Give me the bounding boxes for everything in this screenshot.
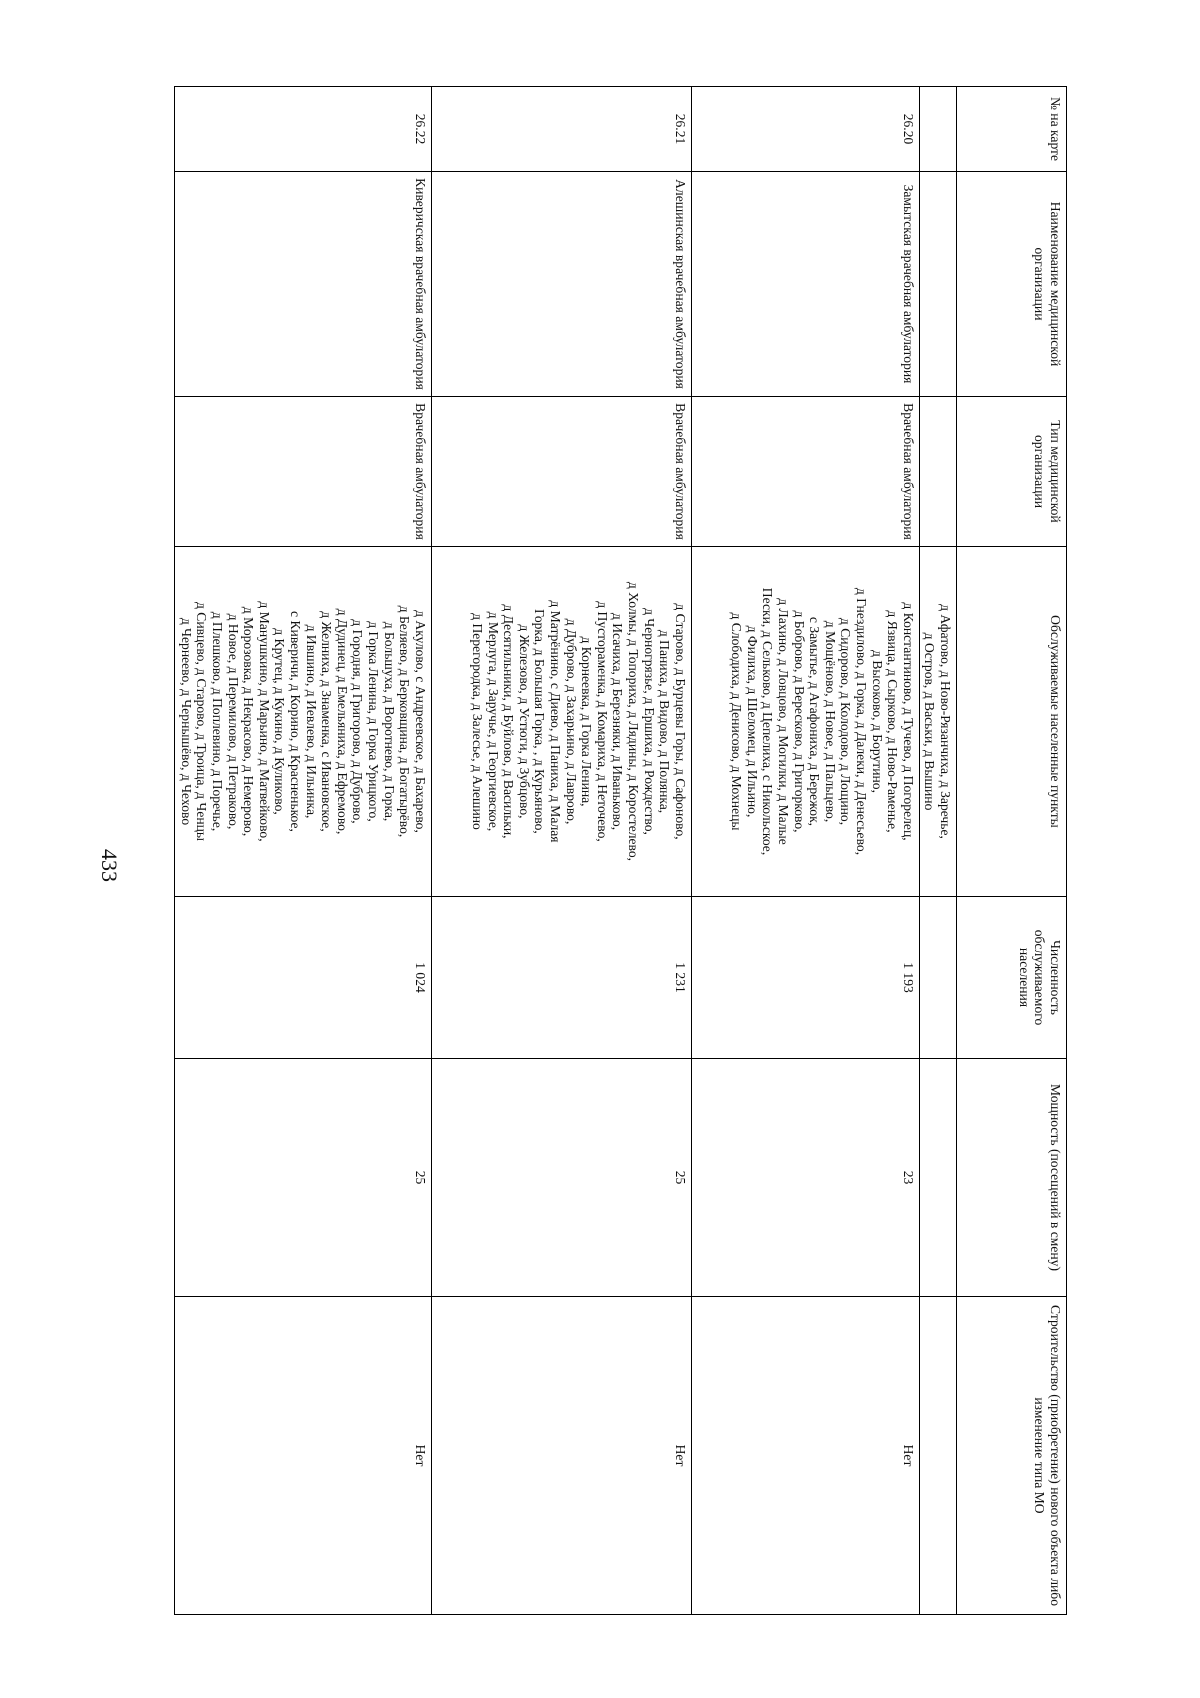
header-capacity: Мощность (посещений в смену): [957, 1059, 1067, 1297]
localities-cell: д Старово, д Бурцевы Горы, д Сафоново, д Паниха, д Видово, д Полянка, д Черногрязье, д Ершиха, д Рождество, д Холмы, д Топориха, д Лядины, д Коростелево, д Исачиха, д Березняки, д Иваньково, д Пустораменка, д Комариха, д Неточево, д Корнеевка, д Горка Ленина, д Дуброво, д Захарьино, д Лаврово, д Матрёнино, с Диево, д Паниха, д Малая Горка, д Большая Горка, , д Курьяново, д Железово, д Устюги, д Зубцово, д Десятильники, д Буйлово, д Васильки, д Мерлуга, д Заручье, д Георгиевское, д Перегородка, д Залесье, д Алешино: [431, 547, 691, 897]
organization-type-cell: Врачебная амбулатория: [431, 397, 691, 547]
facilities-table: [174, 86, 1067, 1615]
header-row: [957, 87, 1067, 1615]
map-number-cell: 26.20: [691, 87, 919, 172]
header-construction: Строительство (приобретение) нового объекта либо изменение типа МО: [957, 1297, 1067, 1615]
table-row: [691, 87, 919, 1615]
organization-type-cell: Врачебная амбулатория: [691, 397, 919, 547]
population-cell: 1 024: [174, 897, 431, 1059]
page-number: 433: [97, 849, 122, 882]
cont-empty-cell: [919, 87, 956, 172]
map-number-cell: 26.22: [174, 87, 431, 172]
construction-cell: Нет: [431, 1297, 691, 1615]
organization-name-cell: Киверичская врачебная амбулатория: [174, 172, 431, 397]
capacity-cell: 25: [431, 1059, 691, 1297]
organization-name-cell: Замытская врачебная амбулатория: [691, 172, 919, 397]
header-population: Численность обслуживаемого населения: [957, 897, 1067, 1059]
rotated-table-wrapper: [179, 86, 1067, 1614]
population-cell: 1 193: [691, 897, 919, 1059]
cont-localities-cell: д Афатово, д Ново-Рязанчиха, д Заречье, д Остров, д Васьки, д Вышино: [919, 547, 956, 897]
cont-empty-cell: [919, 397, 956, 547]
map-number-cell: 26.21: [431, 87, 691, 172]
localities-cell: д Акулово, с Андреевское, д Бахарево, д Беляево, д Берковщина, д Богатырёво, д Большуха, д Воротнево, д Горка, д Горка Ленина, д Горка Урицкого, д Городня, д Григорово, д Дуброво, д Дудинец, д Емельяниха, д Ефремово, д Желниха, д Знаменка, с Ивановское, д Ившино, д Иевлево, д Ильинка, с Киверичи, д Корино, д Красненькое, д Крутец, д Кукино, д Куликово, д Манушкино, д Марьино, д Матвейково, д Морозовка, д Некрасово, д Немерово, д Новое, д Перемилово, д Петраково, д Плешково, д Поплевино, д Поречье, д Сивцево, д Старово, д Троица, д Ченцы д Чернеево, д Чернышёво, д Чехово: [174, 547, 431, 897]
construction-cell: Нет: [174, 1297, 431, 1615]
capacity-cell: 25: [174, 1059, 431, 1297]
cont-empty-cell: [919, 1297, 956, 1615]
header-organization-name: Наименование медицинской организации: [957, 172, 1067, 397]
organization-name-cell: Алешинская врачебная амбулатория: [431, 172, 691, 397]
continuation-row: [919, 87, 956, 1615]
cont-empty-cell: [919, 172, 956, 397]
population-cell: 1 231: [431, 897, 691, 1059]
header-organization-type: Тип медицинской организации: [957, 397, 1067, 547]
organization-type-cell: Врачебная амбулатория: [174, 397, 431, 547]
table-row: [174, 87, 431, 1615]
localities-cell: д Константиново, д Тучево, д Погорелец, д Язвица, д Сырково, д Ново-Раменье, д Высоково, д Борутино, д Гнездилово, д Горка, д Далеки, д Денесьево, д Сидорово, д Колодово, д Лощино, д Мощёново, д Новое, д Пальцево, с Замытье, д Агафониха, д Бережок, д Боброво, д Вересково, д Григорково, д Лахино, д Ловцово, д Могилки, д Малые Пески, д Сельково, д Цепелиха, с Никольское, д Филиха, д Шеломец, д Ильино, д Слободиха, д Денисово, д Мохнецы: [691, 547, 919, 897]
construction-cell: Нет: [691, 1297, 919, 1615]
cont-empty-cell: [919, 897, 956, 1059]
cont-empty-cell: [919, 1059, 956, 1297]
capacity-cell: 23: [691, 1059, 919, 1297]
header-map-number: № на карте: [957, 87, 1067, 172]
table-row: [431, 87, 691, 1615]
header-localities: Обслуживаемые населенные пункты: [957, 547, 1067, 897]
